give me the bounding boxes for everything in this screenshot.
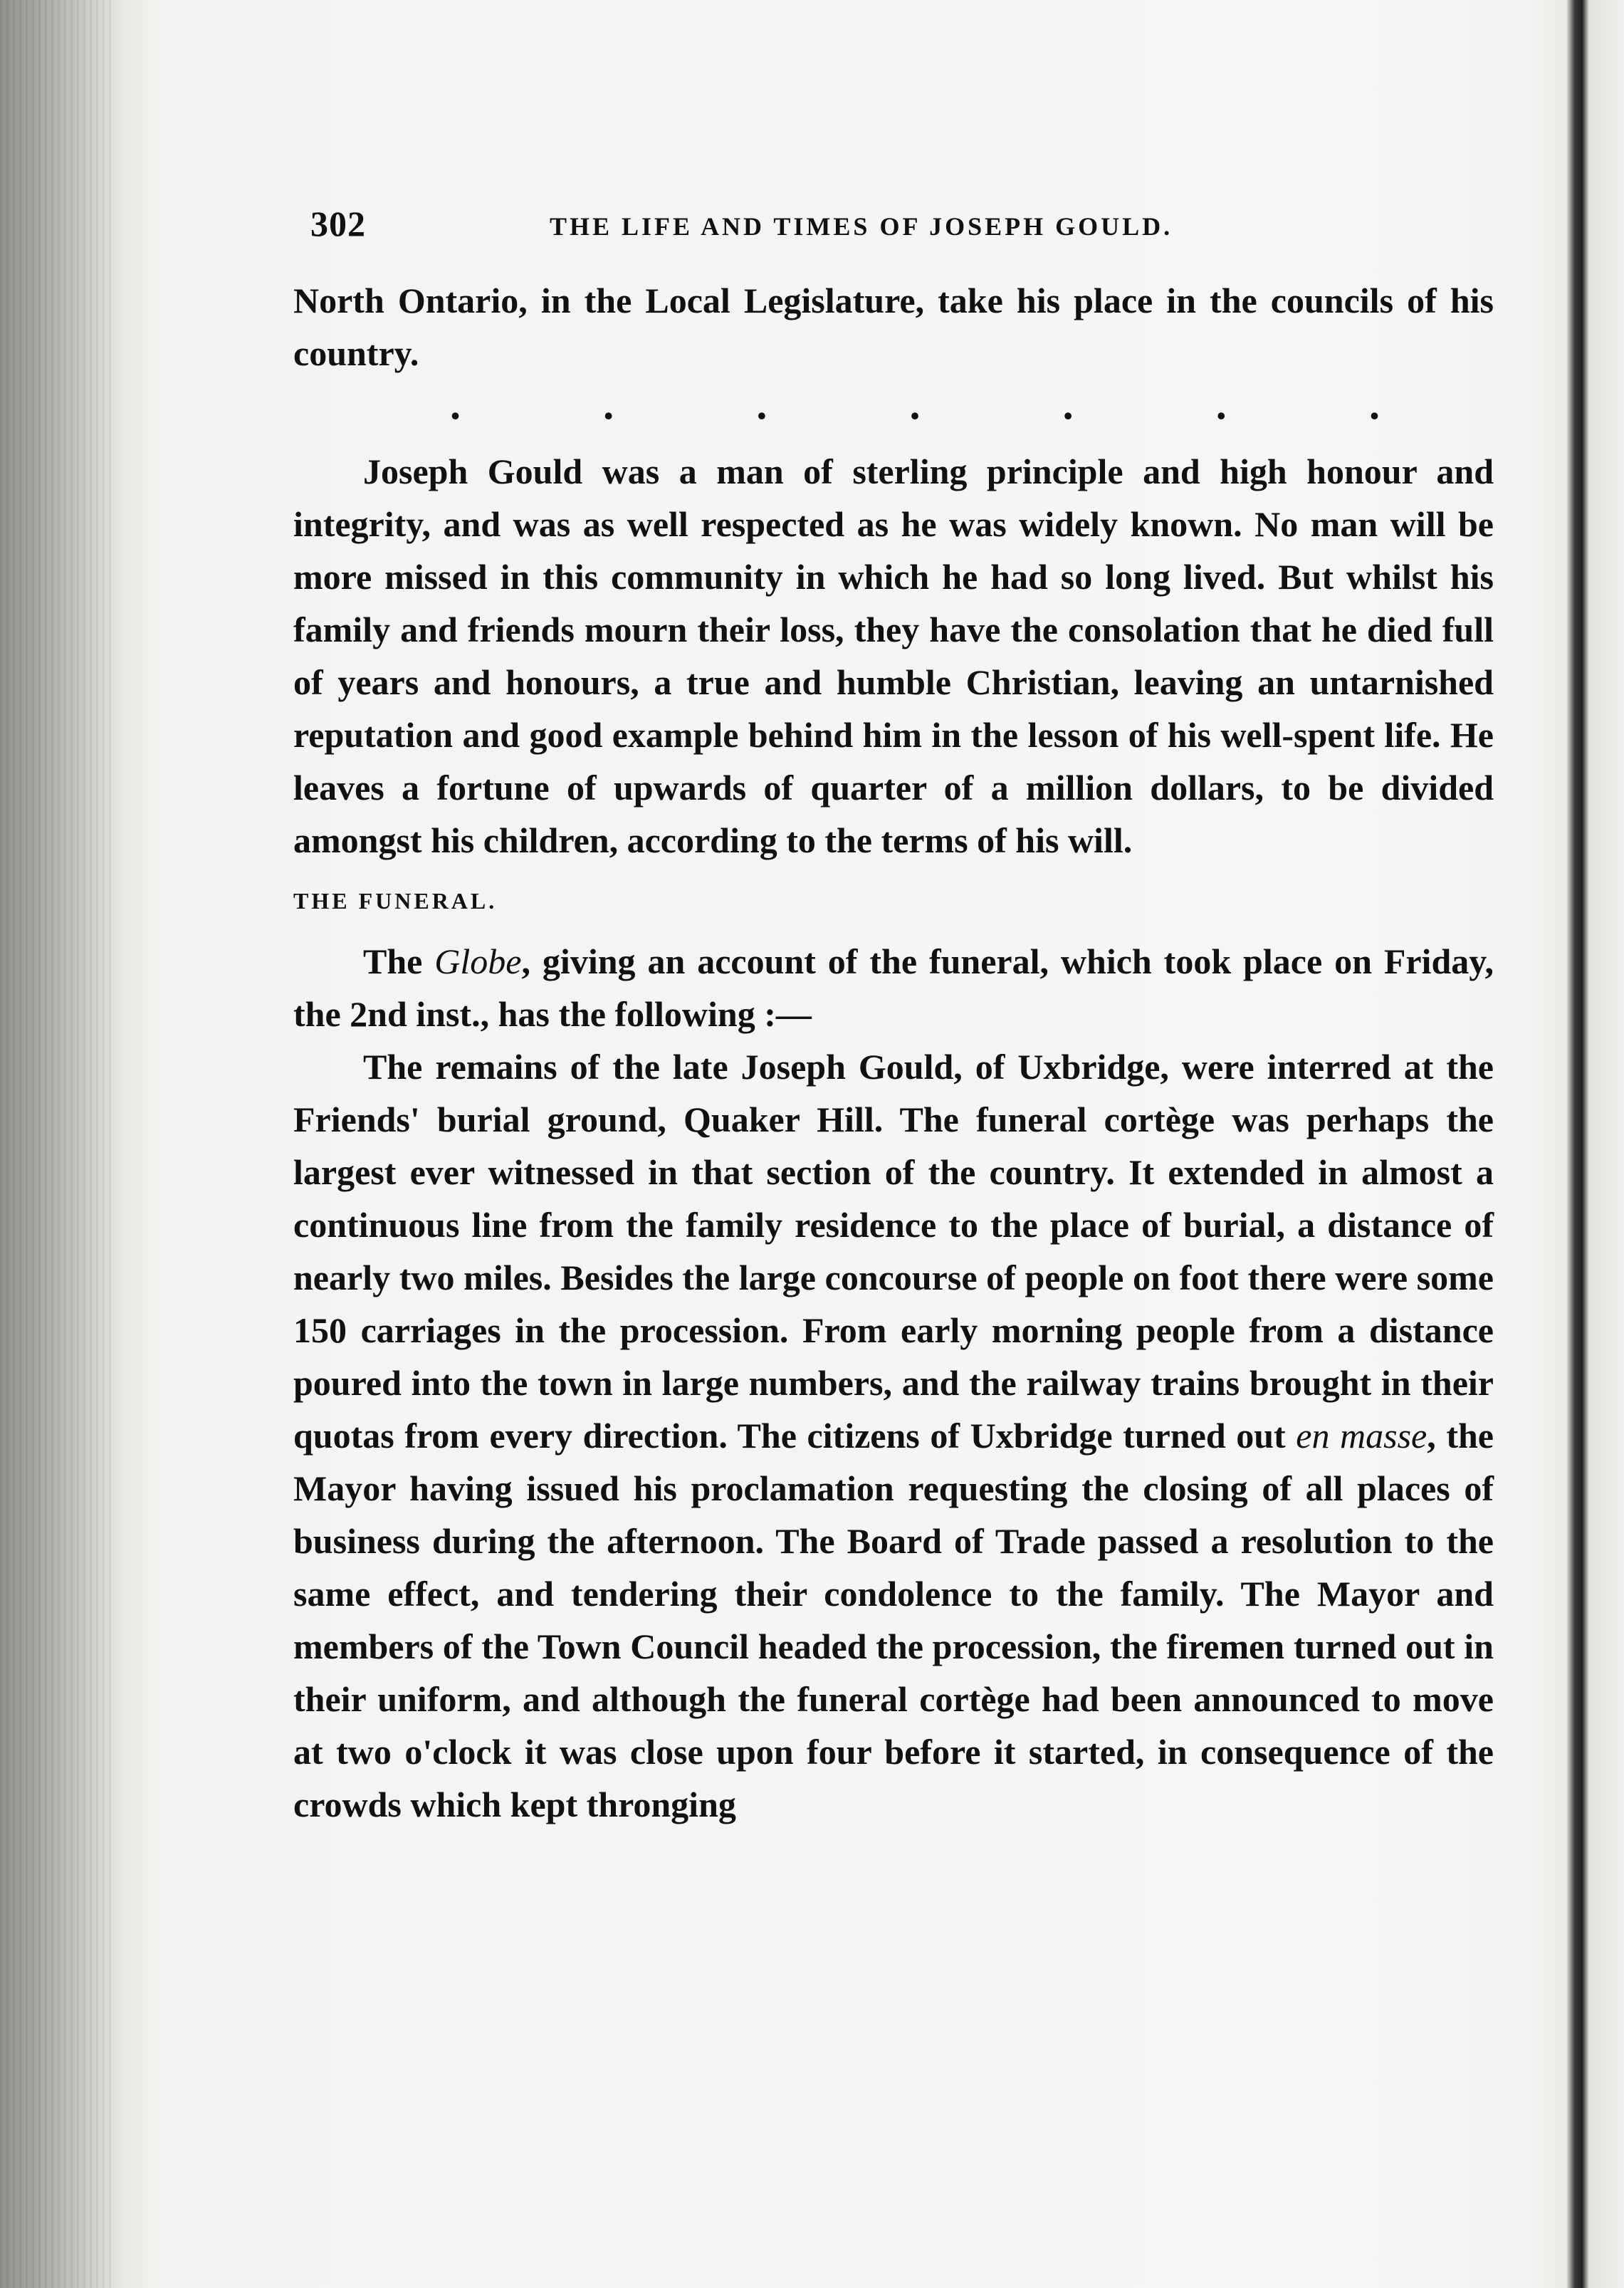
page-number: 302 [310,204,366,244]
ellipsis-dot: . [1215,381,1227,428]
ellipsis-dot: . [1062,381,1074,428]
text-run: , the Mayor having issued his proclamation requesting the closing of all places of business during the afternoon. The Board of Trade passed a resolution to the same effect, and tendering their condolence to the family. The Mayor and members of the Town Council headed the procession, the firemen turned out in their uniform, and although the funeral cortège had been announced to move at two o'clock it was close upon four before it started, in consequence of the crowds which kept thronging [293,1416,1494,1824]
section-heading: THE FUNERAL. [293,888,498,914]
paragraph-globe-intro [293,935,1494,1040]
binding-gutter [0,0,114,2288]
ellipsis-dot: . [756,381,768,428]
paragraph-funeral-account [293,1040,1494,1831]
text-run: The remains of the late Joseph Gould, of Uxbridge, were interred at the Friends' burial ground, Quaker Hill. The funeral cortège was perhaps the largest ever witnessed in that section of the country. It extended in almost a continuous line from the family residence to the place of burial, a distance of nearly two miles. Besides the large concourse of people on foot there were some 150 carriages in the procession. From early morning people from a distance poured into the town in large numbers, and the railway trains brought in their quotas from every direction. The citizens of Uxbridge turned out [293,1047,1494,1456]
ellipsis-dot: . [450,381,461,428]
page-header [310,203,1272,253]
ellipsis-dot: . [909,381,921,428]
paragraph-continuation: North Ontario, in the Local Legislature, take his place in the councils of his country. [293,281,1494,373]
newspaper-title: Globe [434,941,522,981]
ellipsis-separator [293,381,1494,428]
body-text [293,274,1494,1831]
italic-phrase: en masse [1296,1416,1427,1456]
text-run: The [363,941,435,981]
text-run: , giving an account of the funeral, which took place on Friday, the 2nd inst., has the following :— [293,941,1494,1034]
running-title: THE LIFE AND TIMES OF JOSEPH GOULD. [550,212,1173,241]
ellipsis-dot: . [603,381,614,428]
ellipsis-dot: . [1368,381,1380,428]
paragraph-obituary: Joseph Gould was a man of sterling principle and high honour and integrity, and was as well respected as he was widely known. No man will be more missed in this community in which he had so long lived. But whilst his family and friends mourn their loss, they have the consolation that he died full of years and honours, a true and humble Christian, leaving an untarnished reputation and good example behind him in the lesson of his well-spent life. He leaves a fortune of upwards of quarter of a million dollars, to be divided amongst his children, according to the terms of his will. [293,451,1494,860]
